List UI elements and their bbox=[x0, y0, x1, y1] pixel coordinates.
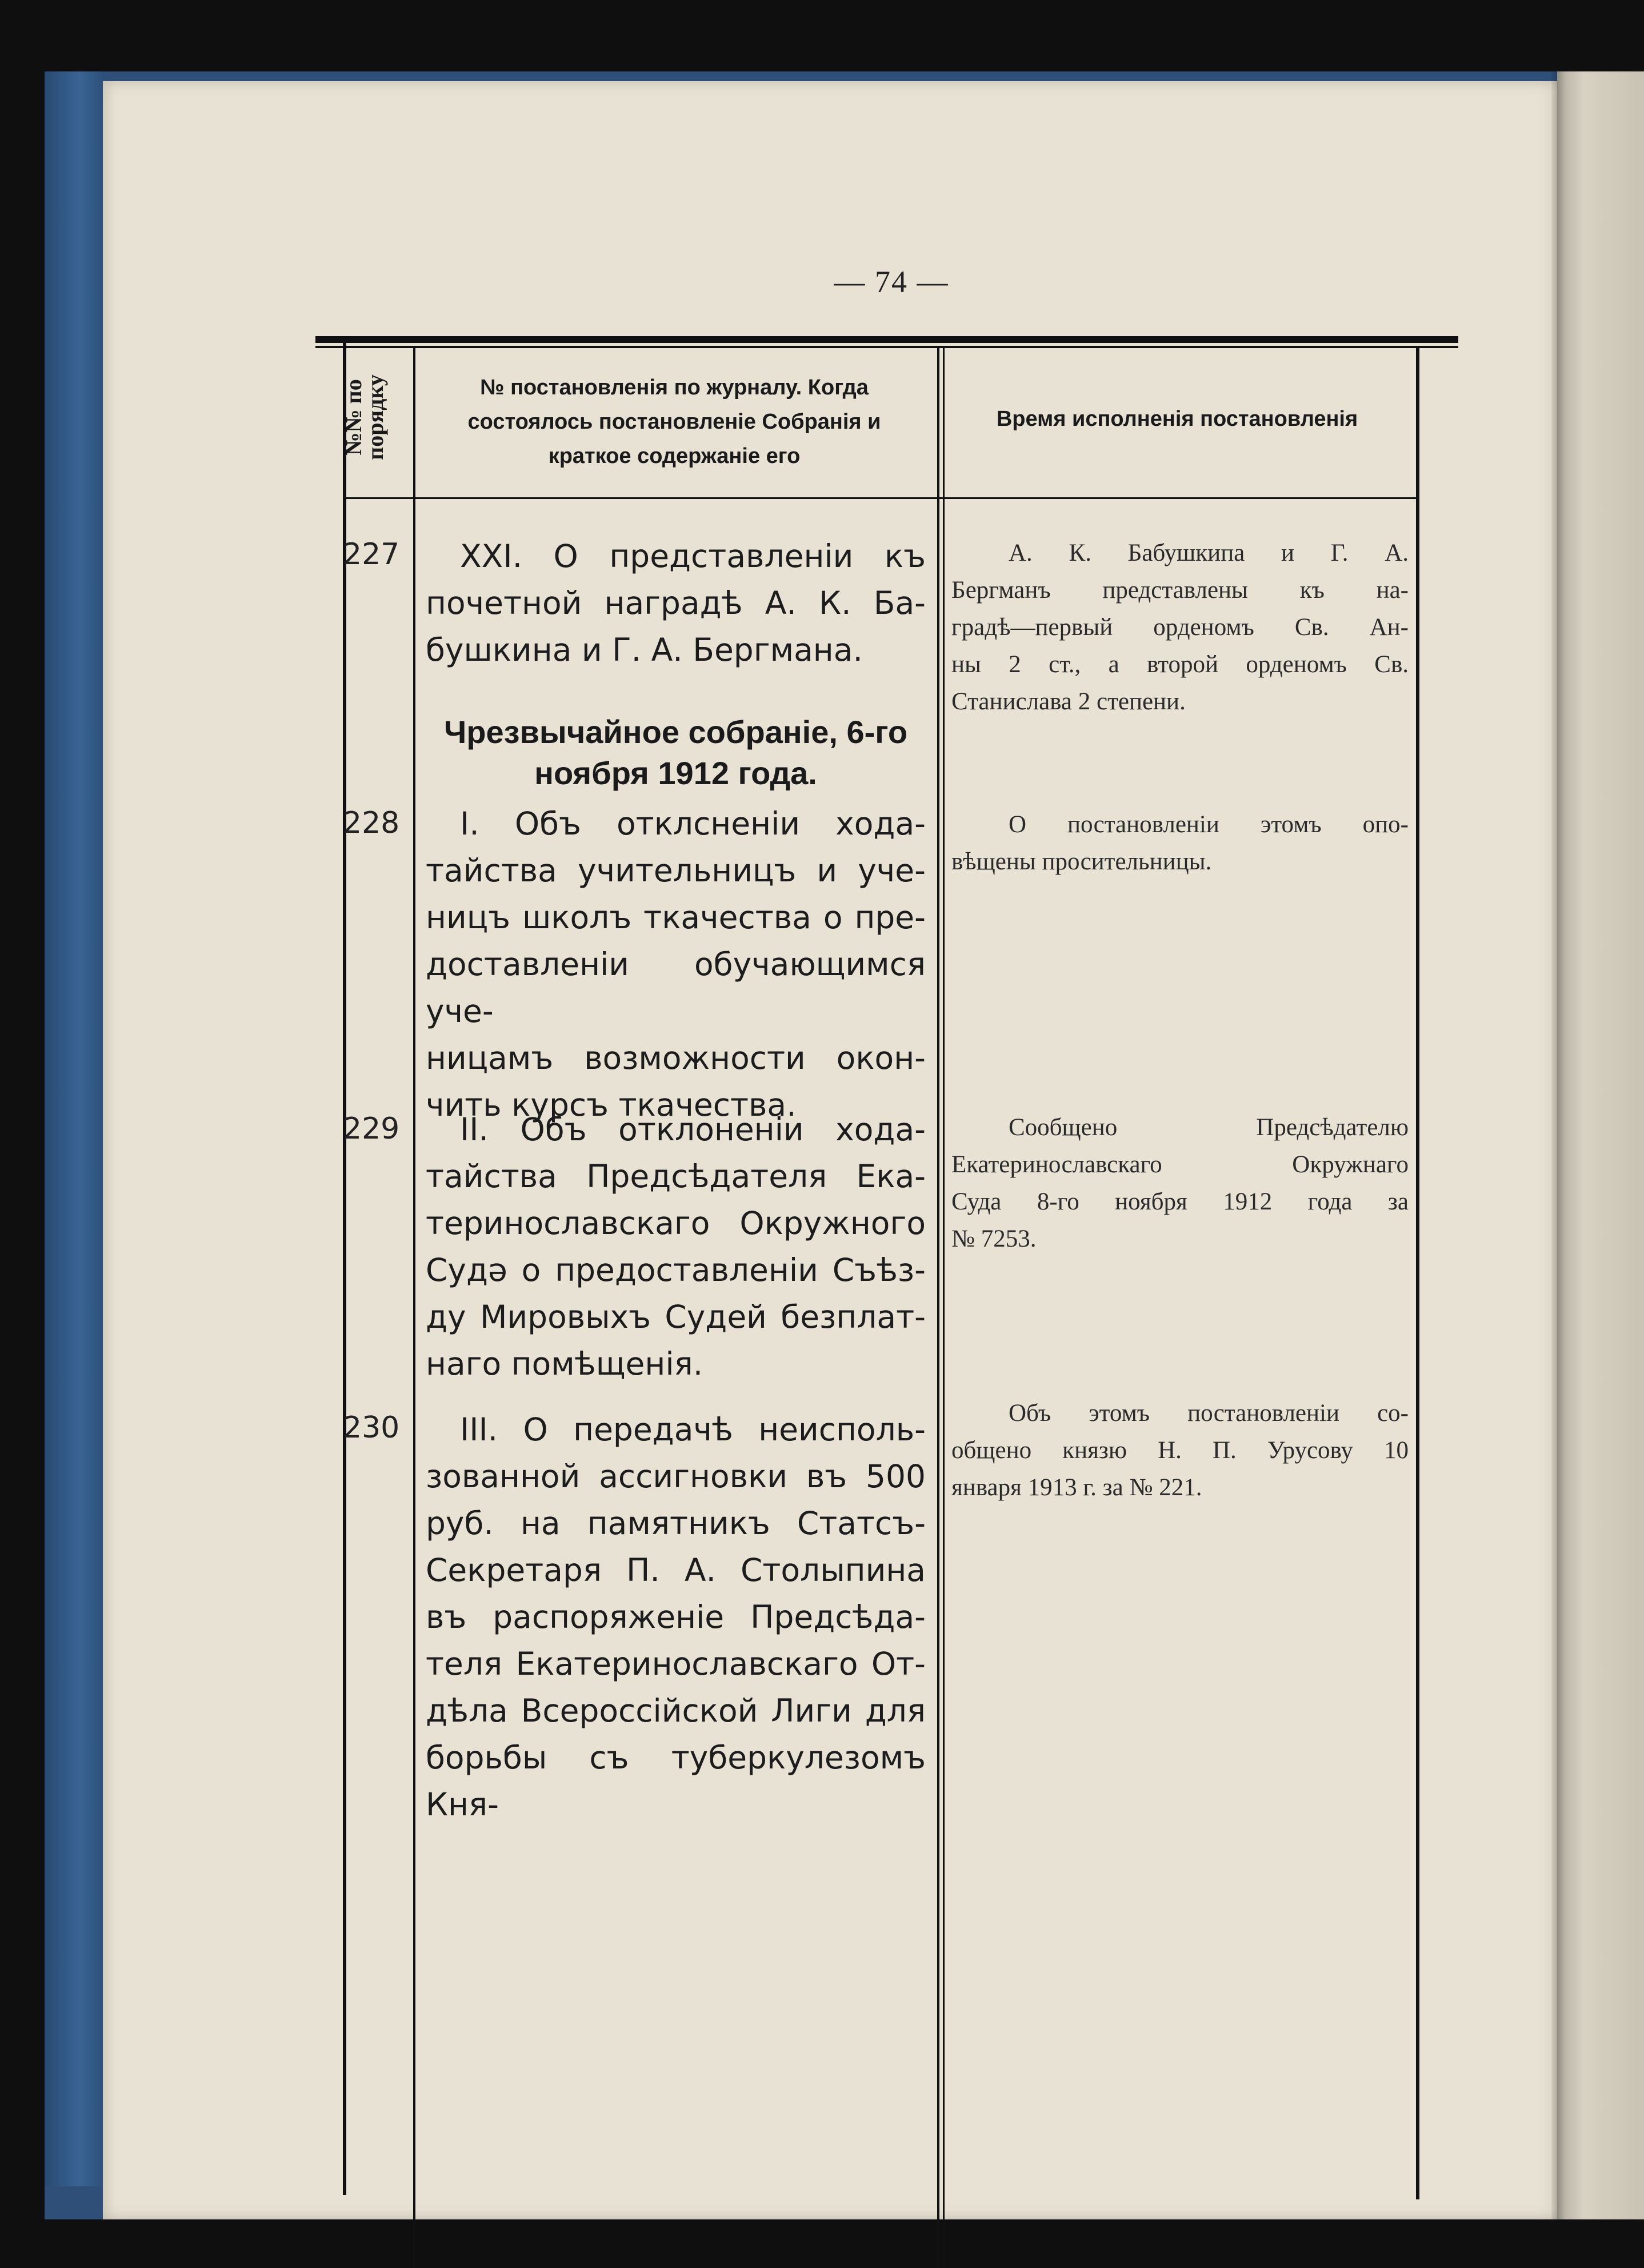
row-number: 227 bbox=[343, 537, 400, 572]
execution-note bbox=[951, 534, 1409, 720]
page-number: — 74 — bbox=[834, 265, 949, 299]
resolution-text bbox=[426, 800, 926, 1128]
text-line: Судә о предоставленіи Съѣз- bbox=[426, 1252, 926, 1288]
text-line: борьбы съ туберкулезомъ Кня- bbox=[426, 1739, 926, 1823]
execution-note bbox=[951, 806, 1409, 880]
text-line: ницъ школъ ткачества о пре- bbox=[426, 899, 926, 936]
text-line: ницамъ возможности окон- bbox=[426, 1040, 926, 1076]
header-column-number: №№ по порядку bbox=[341, 374, 388, 460]
header-column-resolution bbox=[423, 370, 926, 473]
header-bottom-rule bbox=[346, 497, 1416, 499]
column-divider-text bbox=[937, 348, 939, 2268]
text-line: I. Объ отклсненіи хода- bbox=[460, 805, 926, 842]
text-line: тайства Предсѣдателя Ека- bbox=[426, 1158, 926, 1195]
note-line: ны 2 ст., а второй орденомъ Св. bbox=[951, 651, 1409, 678]
row-number: 228 bbox=[343, 806, 400, 840]
note-line: января 1913 г. за № 221. bbox=[951, 1474, 1202, 1501]
table-left-border bbox=[343, 343, 346, 2195]
header-resolution-line: состоялось постановленіе Собранія и bbox=[467, 410, 881, 434]
section-heading-line: ноября 1912 года. bbox=[534, 755, 817, 791]
text-line: II. Объ отклоненіи хода- bbox=[460, 1111, 926, 1148]
table-right-border bbox=[1416, 348, 1419, 2199]
section-heading bbox=[426, 712, 926, 794]
resolution-text bbox=[426, 1406, 926, 1828]
note-line: градѣ—первый орденомъ Св. Ан- bbox=[951, 614, 1409, 641]
column-divider-text-double bbox=[943, 348, 945, 2268]
note-line: Сообщено Предсѣдателю bbox=[1009, 1114, 1409, 1141]
text-line: теля Екатеринославскаго От- bbox=[426, 1646, 926, 1682]
text-line: теринославскаго Окружного bbox=[426, 1205, 926, 1241]
text-line: въ распоряженіе Предсѣда- bbox=[426, 1599, 926, 1635]
header-resolution-line: № постановленія по журналу. Когда bbox=[480, 376, 869, 400]
resolution-text bbox=[426, 1106, 926, 1387]
column-divider-num bbox=[413, 348, 415, 2268]
text-line: XXI. О представленіи къ bbox=[460, 538, 926, 574]
header-column-execution-time: Время исполненія постановленія bbox=[996, 407, 1358, 431]
text-line: чить курсъ ткачества. bbox=[426, 1087, 797, 1123]
header-resolution-line: краткое содержаніе его bbox=[548, 444, 801, 468]
note-line: А. К. Бабушкипа и Г. А. bbox=[1009, 540, 1409, 566]
text-line: Секретаря П. А. Столыпина bbox=[426, 1552, 926, 1588]
section-heading-line: Чрезвычайное собраніе, 6-го bbox=[443, 714, 908, 750]
book-cover-edge bbox=[45, 71, 107, 2186]
text-line: тайства учительницъ и уче- bbox=[426, 852, 926, 889]
text-line: зованной ассигновки въ 500 bbox=[426, 1458, 926, 1495]
resolution-text bbox=[426, 533, 926, 673]
row-number: 229 bbox=[343, 1112, 400, 1146]
table-top-rule-thick bbox=[315, 336, 1458, 343]
text-line: руб. на памятникъ Статсъ- bbox=[426, 1505, 926, 1542]
note-line: № 7253. bbox=[951, 1225, 1037, 1252]
note-line: Бергманъ представлены къ на- bbox=[951, 577, 1409, 604]
text-line: наго помѣщенія. bbox=[426, 1345, 703, 1382]
text-line: почетной наградѣ А. К. Ба- bbox=[426, 585, 926, 621]
note-line: Объ этомъ постановленіи со- bbox=[1009, 1400, 1409, 1427]
table-top-rule-thin bbox=[315, 346, 1458, 348]
note-line: О постановленіи этомъ опо- bbox=[1009, 811, 1409, 838]
next-page-edge bbox=[1557, 71, 1644, 2219]
note-line: общено князю Н. П. Урусову 10 bbox=[951, 1437, 1409, 1464]
text-line: бушкина и Г. А. Бергмана. bbox=[426, 632, 863, 668]
execution-note bbox=[951, 1395, 1409, 1506]
note-line: вѣщены просительницы. bbox=[951, 848, 1212, 875]
text-line: доставленіи обучающимся уче- bbox=[426, 946, 926, 1029]
note-line: Суда 8-го ноября 1912 года за bbox=[951, 1188, 1409, 1215]
text-line: ду Мировыхъ Судей безплат- bbox=[426, 1299, 926, 1335]
note-line: Екатеринославскаго Окружнаго bbox=[951, 1151, 1409, 1178]
text-line: дѣла Всероссійской Лиги для bbox=[426, 1692, 926, 1729]
text-line: III. О передачѣ неисполь- bbox=[460, 1411, 926, 1448]
note-line: Станислава 2 степени. bbox=[951, 688, 1186, 715]
row-number: 230 bbox=[343, 1411, 400, 1445]
execution-note bbox=[951, 1109, 1409, 1257]
